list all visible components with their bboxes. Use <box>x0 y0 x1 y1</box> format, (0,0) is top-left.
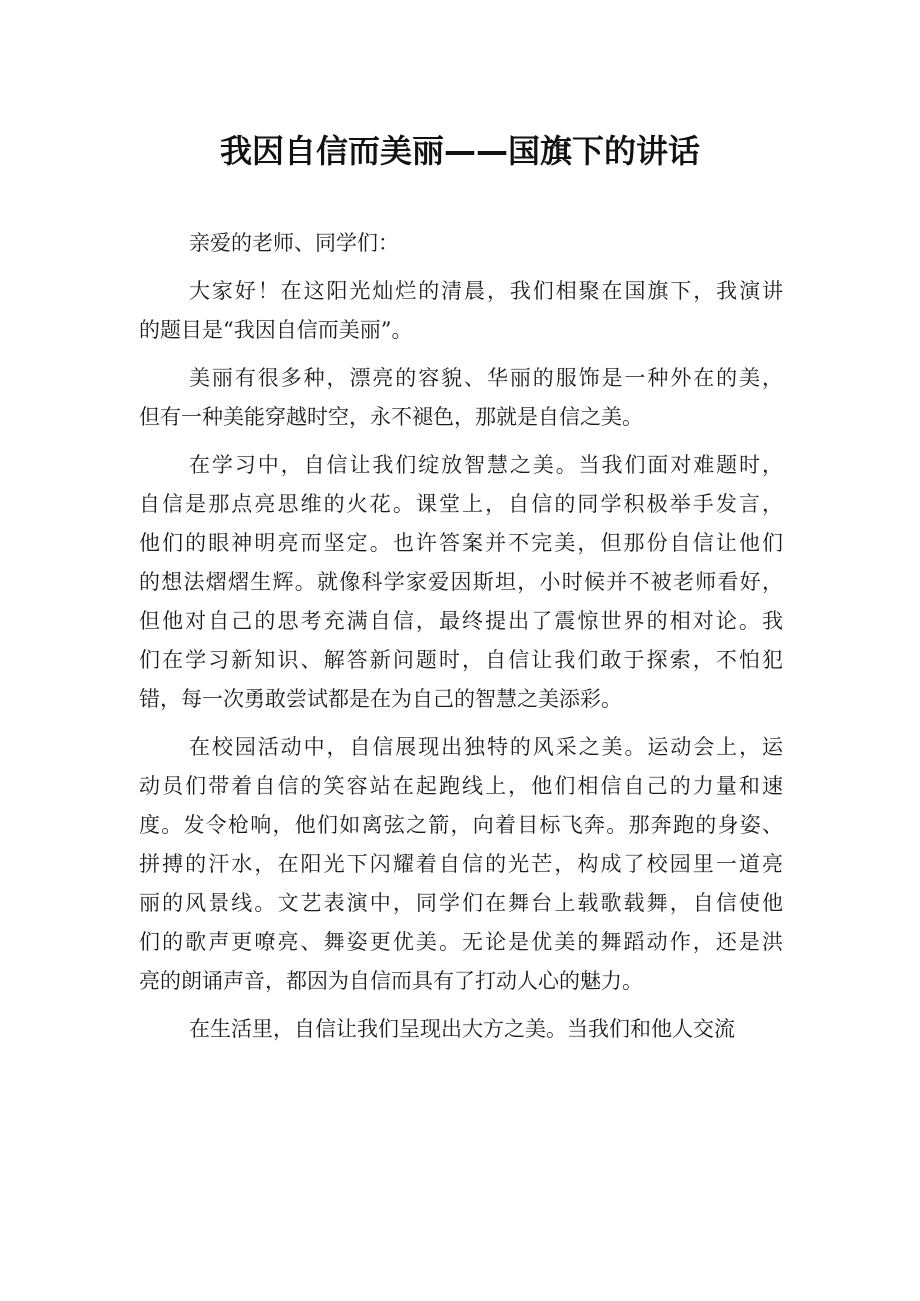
paragraph <box>139 1010 783 1049</box>
paragraph-line: 拼搏的汗水，在阳光下闪耀着自信的光芒，构成了校园里一道亮 <box>139 852 783 876</box>
paragraph-line: 错，每一次勇敢尝试都是在为自己的智慧之美添彩。 <box>139 687 622 711</box>
paragraph-line: 的想法熠熠生辉。就像科学家爱因斯坦，小时候并不被老师看好， <box>139 570 783 594</box>
paragraph-line: 在学习中，自信让我们绽放智慧之美。当我们面对难题时， <box>189 453 783 477</box>
paragraph-line: 度。发令枪响，他们如离弦之箭，向着目标飞奔。那奔跑的身姿、 <box>139 813 783 837</box>
paragraph-line: 们的歌声更嘹亮、舞姿更优美。无论是优美的舞蹈动作，还是洪 <box>139 930 783 954</box>
paragraph-line: 美丽有很多种，漂亮的容貌、华丽的服饰是一种外在的美， <box>189 366 783 390</box>
paragraph <box>139 359 783 437</box>
paragraph <box>139 446 783 719</box>
paragraph-line: 大家好！在这阳光灿烂的清晨，我们相聚在国旗下，我演讲 <box>189 279 783 303</box>
paragraph-line: 丽的风景线。文艺表演中，同学们在舞台上载歌载舞，自信使他 <box>139 891 783 915</box>
paragraph-line: 动员们带着自信的笑容站在起跑线上，他们相信自己的力量和速 <box>139 774 783 798</box>
paragraph-line: 但有一种美能穿越时空，永不褪色，那就是自信之美。 <box>139 405 643 429</box>
document-body <box>139 224 783 1049</box>
paragraph-line: 在生活里，自信让我们呈现出大方之美。当我们和他人交流 <box>189 1017 735 1041</box>
paragraph-line: 们在学习新知识、解答新问题时，自信让我们敢于探索，不怕犯 <box>139 648 783 672</box>
paragraph-line: 亮的朗诵声音，都因为自信而具有了打动人心的魅力。 <box>139 969 643 993</box>
document-title: 我因自信而美丽——国旗下的讲话 <box>219 132 700 170</box>
paragraph <box>139 224 783 263</box>
paragraph <box>139 728 783 1001</box>
paragraph-line: 的题目是“我因自信而美丽”。 <box>139 318 413 342</box>
paragraph-line: 他们的眼神明亮而坚定。也许答案并不完美，但那份自信让他们 <box>139 531 783 555</box>
paragraph-line: 但他对自己的思考充满自信，最终提出了震惊世界的相对论。我 <box>139 609 783 633</box>
paragraph-line: 自信是那点亮思维的火花。课堂上，自信的同学积极举手发言， <box>139 492 783 516</box>
paragraph-line: 亲爱的老师、同学们： <box>189 231 399 255</box>
paragraph <box>139 272 783 350</box>
paragraph-line: 在校园活动中，自信展现出独特的风采之美。运动会上，运 <box>189 735 783 759</box>
